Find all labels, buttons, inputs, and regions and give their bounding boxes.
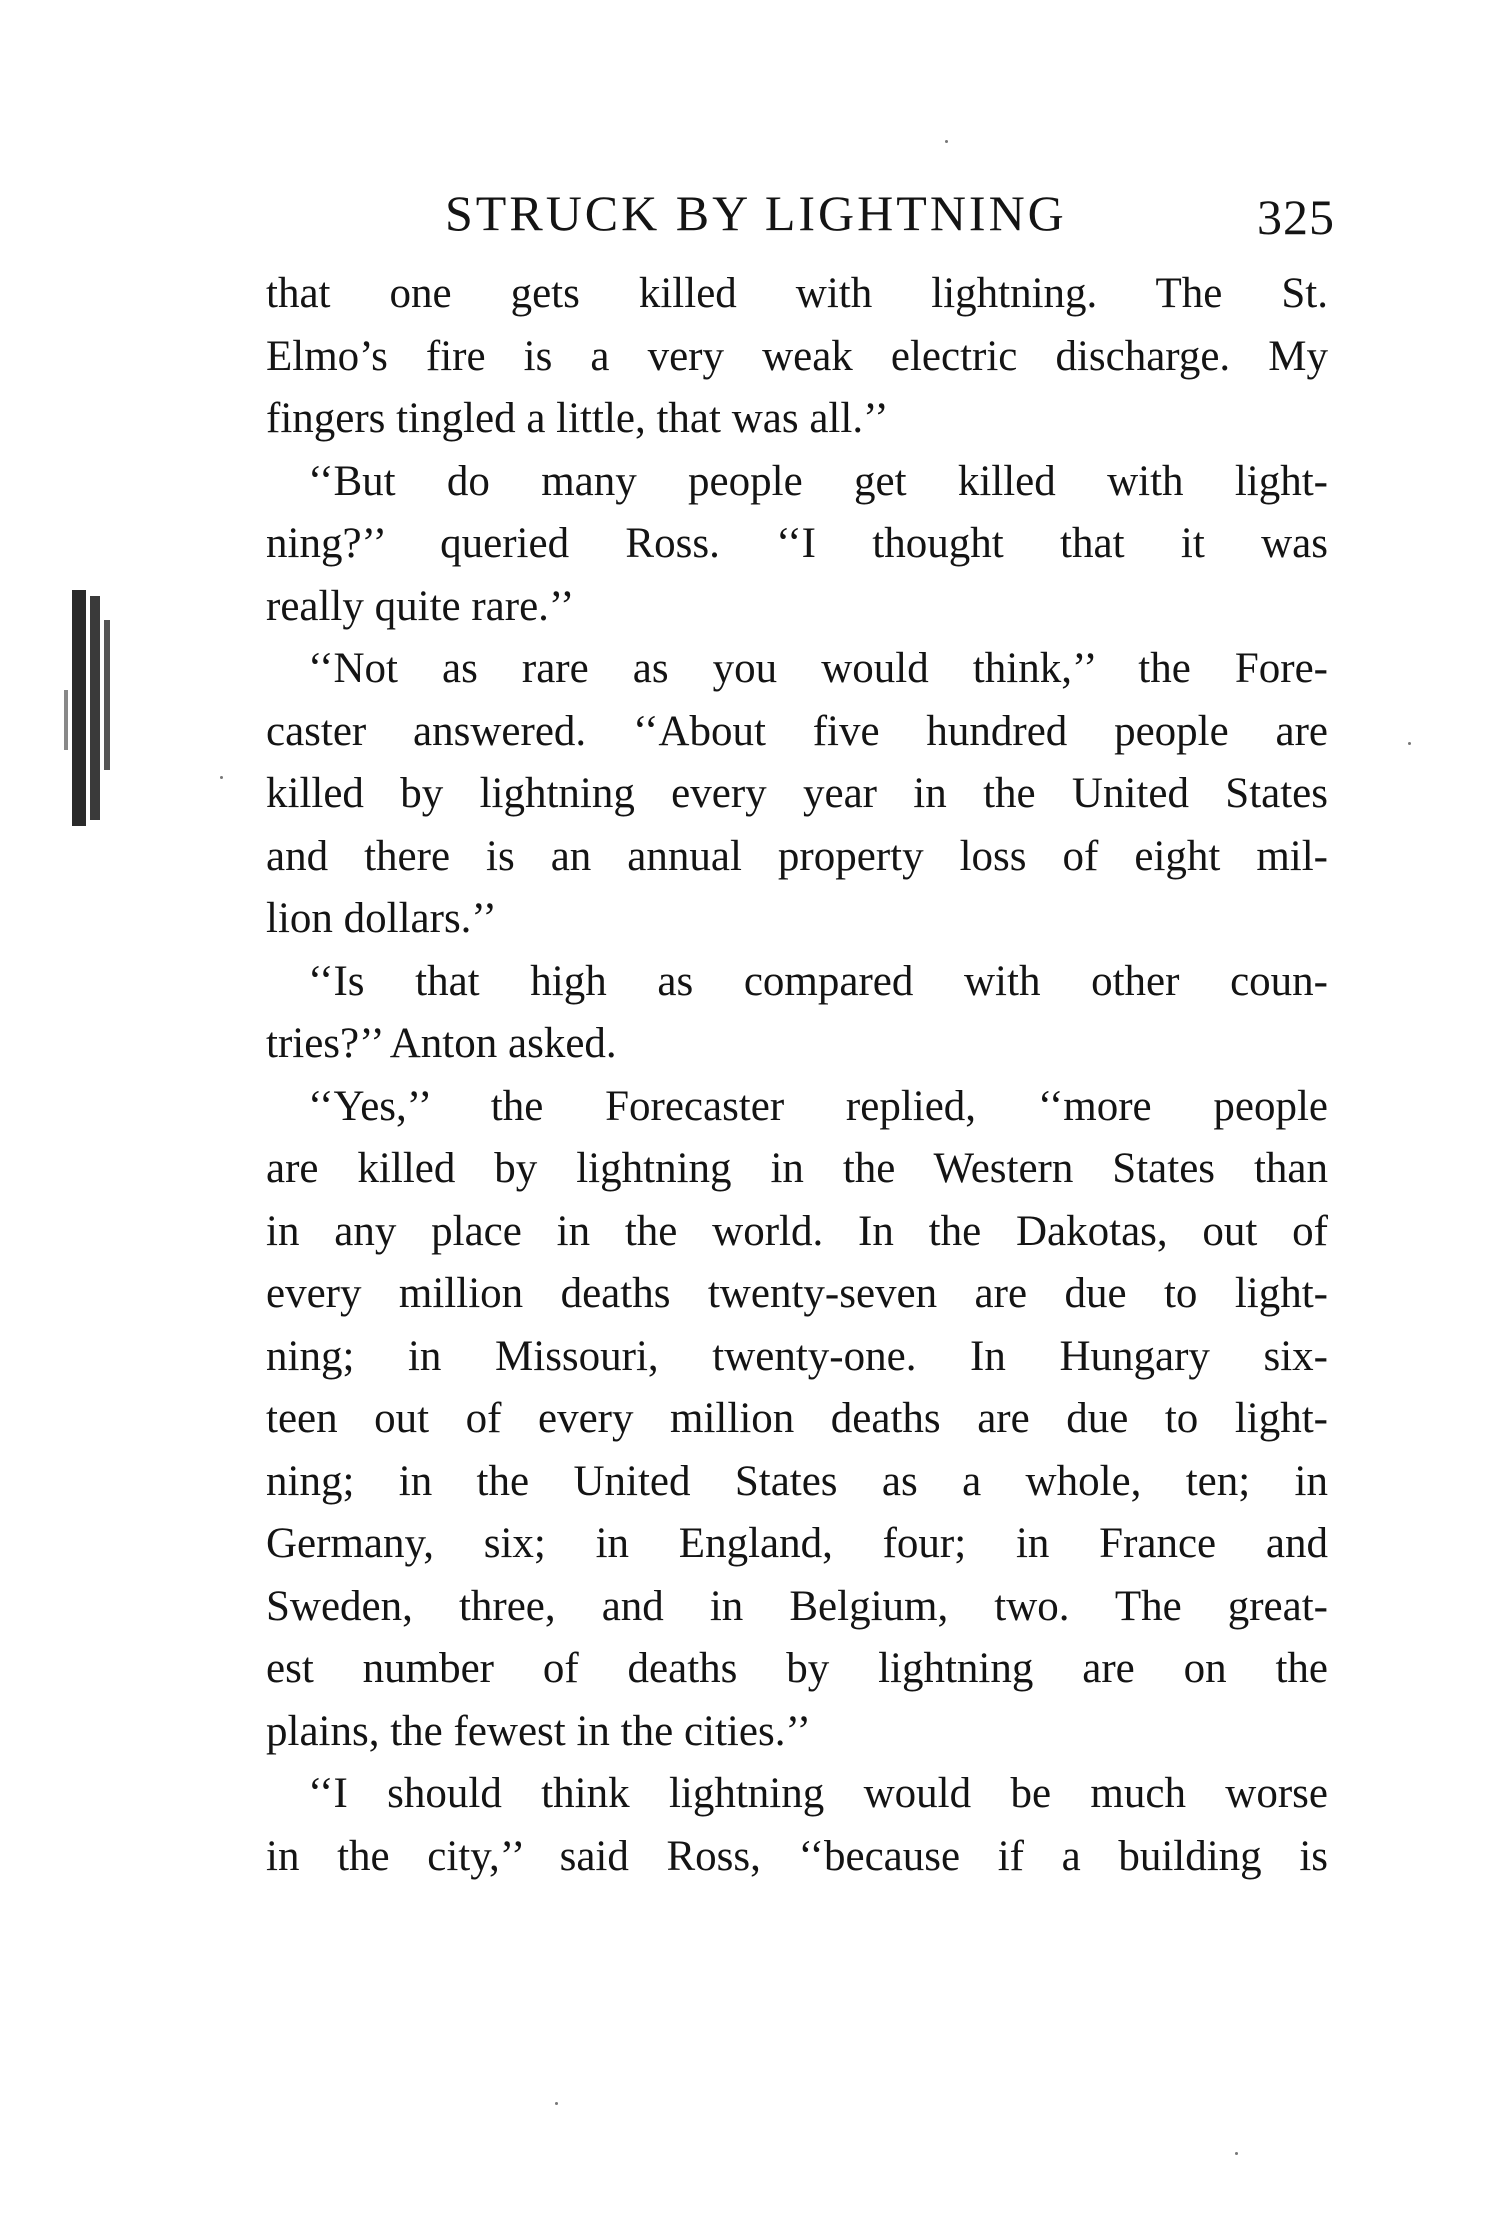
binding-mark xyxy=(64,590,124,830)
text-line: Sweden, three, and in Belgium, two. The great- xyxy=(266,1582,1328,1630)
text-line: ‘‘I should think lightning would be much worse xyxy=(308,1770,1328,1817)
page-speck xyxy=(945,140,948,143)
binding-mark-bar xyxy=(90,596,100,820)
text-line: ‘‘Is that high as compared with other coun- xyxy=(308,957,1328,1005)
page-speck xyxy=(1235,2152,1238,2155)
text-line: ning; in Missouri, twenty-one. In Hungary six- xyxy=(266,1332,1328,1380)
text-line: Germany, six; in England, four; in France and xyxy=(266,1520,1328,1567)
page-speck xyxy=(555,2102,558,2105)
text-line: and there is an annual property loss of eight mil- xyxy=(266,832,1328,880)
text-line: are killed by lightning in the Western States than xyxy=(266,1145,1328,1192)
body-text xyxy=(266,263,1328,1888)
page-header xyxy=(445,178,1335,248)
binding-mark-bar xyxy=(64,690,68,750)
text-line: ning?’’ queried Ross. ‘‘I thought that it was xyxy=(266,520,1328,567)
text-line: caster answered. ‘‘About five hundred people are xyxy=(266,707,1328,755)
page-speck xyxy=(220,776,223,779)
binding-mark-bar xyxy=(72,590,86,826)
text-line: really quite rare.’’ xyxy=(266,582,575,630)
text-line: every million deaths twenty-seven are due to light- xyxy=(266,1270,1328,1317)
text-line: in the city,’’ said Ross, ‘‘because if a building is xyxy=(266,1832,1328,1880)
text-line: in any place in the world. In the Dakotas, out of xyxy=(266,1207,1328,1255)
page-number: 325 xyxy=(1257,189,1335,245)
text-line: est number of deaths by lightning are on the xyxy=(266,1645,1328,1692)
text-line: fingers tingled a little, that was all.’’ xyxy=(266,395,889,442)
text-line: ‘‘But do many people get killed with light- xyxy=(308,457,1328,505)
text-line: lion dollars.’’ xyxy=(266,895,497,942)
text-line: killed by lightning every year in the United States xyxy=(266,770,1328,817)
text-line: Elmo’s fire is a very weak electric discharge. My xyxy=(266,332,1328,380)
text-line: ning; in the United States as a whole, ten; in xyxy=(266,1457,1328,1505)
text-line: that one gets killed with lightning. The St. xyxy=(266,270,1328,317)
text-line: ‘‘Not as rare as you would think,’’ the Fore- xyxy=(308,645,1328,692)
text-line: tries?’’ Anton asked. xyxy=(266,1020,617,1067)
page-speck xyxy=(1408,742,1411,745)
running-title: STRUCK BY LIGHTNING xyxy=(445,185,1067,241)
text-line: teen out of every million deaths are due to light- xyxy=(266,1395,1328,1442)
binding-mark-bar xyxy=(104,620,110,770)
text-line: plains, the fewest in the cities.’’ xyxy=(266,1707,811,1755)
text-line: ‘‘Yes,’’ the Forecaster replied, ‘‘more people xyxy=(308,1082,1328,1130)
